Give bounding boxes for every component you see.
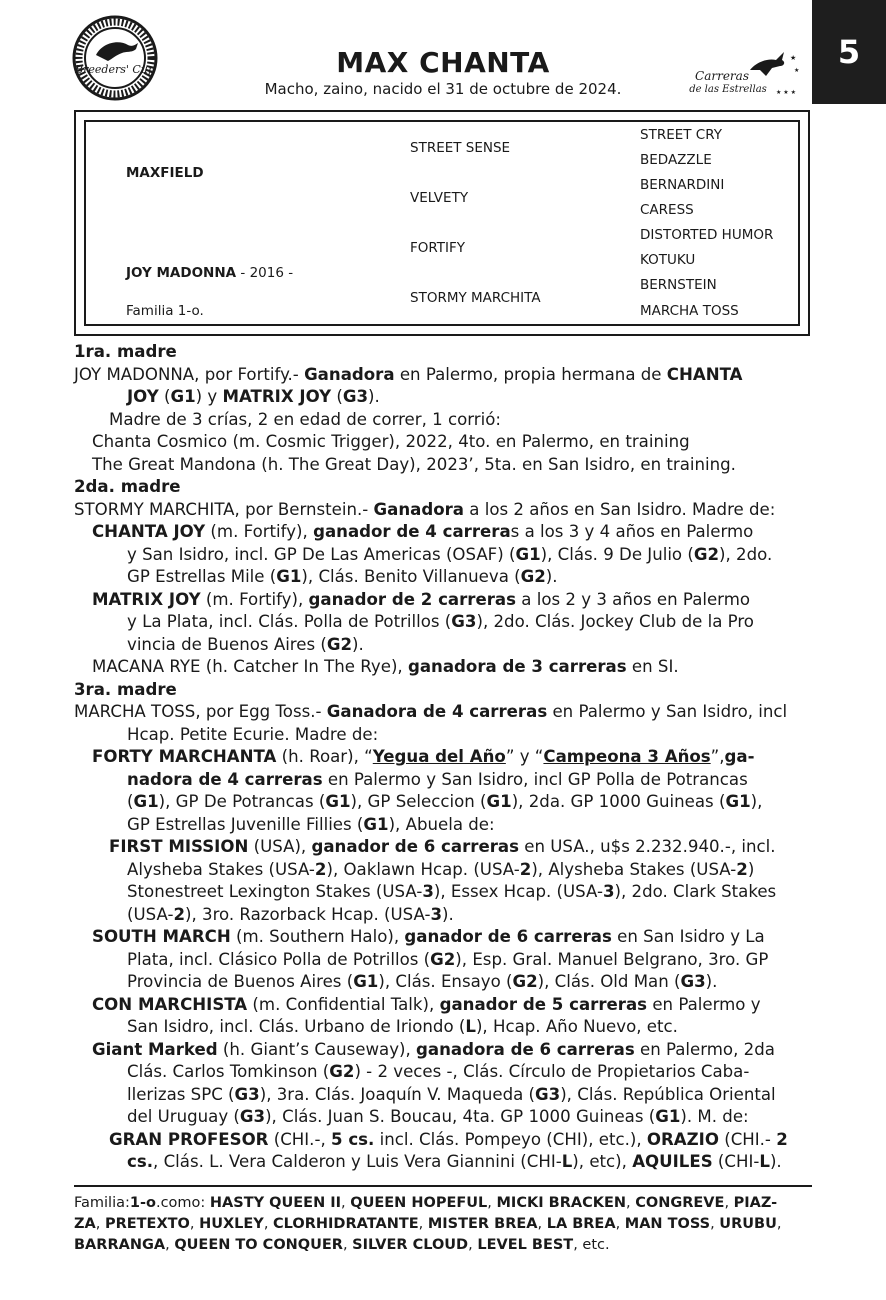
lot-number: 5	[837, 33, 861, 71]
star-icon: ★	[790, 54, 797, 62]
text-line: vincia de Buenos Aires (G2).	[127, 634, 364, 654]
text-line: y San Isidro, incl. GP De Las Americas (OSAF) (G1), Clás. 9 De Julio (G2), 2do.	[127, 544, 773, 564]
text-line: MATRIX JOY (m. Fortify), ganador de 2 carreras a los 2 y 3 años en Palermo	[92, 589, 751, 609]
text-line: nadora de 4 carreras en Palermo y San Isidro, incl GP Polla de Potrancas	[127, 769, 748, 789]
pedigree-dam-year: - 2016 -	[236, 265, 294, 281]
text-line: 2da. madre	[74, 477, 181, 496]
text-line: 1ra. madre	[74, 342, 177, 361]
text-line: GP Estrellas Mile (G1), Clás. Benito Villanueva (G2).	[127, 567, 558, 586]
pedigree-ggp: MARCHA TOSS	[640, 303, 739, 319]
text-line: Alysheba Stakes (USA-2), Oaklawn Hcap. (USA-2), Alysheba Stakes (USA-2)	[127, 859, 755, 879]
logo-text-line-1: Carreras	[695, 69, 749, 83]
text-line: Giant Marked (h. Giant’s Causeway), ganadora de 6 carreras en Palermo, 2da	[92, 1039, 775, 1059]
pedigree-ggp: CARESS	[640, 202, 694, 218]
text-line: FORTY MARCHANTA (h. Roar), “Yegua del Año” y “Campeona 3 Años”,ga-	[92, 747, 755, 766]
pedigree-ggp: BERNARDINI	[640, 177, 725, 193]
text-line: FIRST MISSION (USA), ganador de 6 carreras en USA., u$s 2.232.940.-, incl.	[109, 837, 776, 856]
text-line: San Isidro, incl. Clás. Urbano de Iriondo (L), Hcap. Año Nuevo, etc.	[127, 1017, 678, 1036]
page-header	[0, 0, 886, 110]
pedigree-grandsire-maternal: FORTIFY	[410, 240, 466, 256]
text-line: Plata, incl. Clásico Polla de Potrillos (G2), Esp. Gral. Manuel Belgrano, 3ro. GP	[127, 949, 769, 969]
pedigree-family: Familia 1-o.	[126, 303, 204, 319]
text-line: y La Plata, incl. Clás. Polla de Potrillos (G3), 2do. Clás. Jockey Club de la Pro	[127, 612, 754, 631]
pedigree-dam-line	[126, 265, 293, 281]
text-line: 3ra. madre	[74, 679, 177, 699]
text-line: Madre de 3 crías, 2 en edad de correr, 1 corrió:	[109, 409, 501, 429]
family-note	[74, 1193, 814, 1256]
logo-text-line-2: de las Estrellas	[689, 84, 767, 95]
divider	[74, 1185, 812, 1187]
page-title: MAX CHANTA	[336, 46, 550, 79]
text-line: GP Estrellas Juvenille Fillies (G1), Abuela de:	[127, 814, 495, 834]
text-line: CON MARCHISTA (m. Confidential Talk), ganador de 5 carreras en Palermo y	[92, 994, 761, 1014]
pedigree-ggp: BERNSTEIN	[640, 277, 717, 293]
text-line: STORMY MARCHITA, por Bernstein.- Ganadora a los 2 años en San Isidro. Madre de:	[74, 499, 776, 519]
text-line: GRAN PROFESOR (CHI.-, 5 cs. incl. Clás. Pompeyo (CHI), etc.), ORAZIO (CHI.- 2	[109, 1129, 788, 1149]
text-line: Hcap. Petite Ecurie. Madre de:	[127, 724, 379, 744]
text-line: llerizas SPC (G3), 3ra. Clás. Joaquín V. Maqueda (G3), Clás. República Oriental	[127, 1084, 776, 1104]
text-line: del Uruguay (G3), Clás. Juan S. Boucau, 4ta. GP 1000 Guineas (G1). M. de:	[127, 1107, 749, 1126]
breeders-cup-logo-text: Breeders' Cup	[75, 63, 155, 76]
pedigree-ggp: BEDAZZLE	[640, 152, 712, 168]
pedigree-granddam-maternal: STORMY MARCHITA	[410, 290, 541, 306]
star-icon: ★	[794, 67, 800, 74]
pedigree-ggp: KOTUKU	[640, 252, 696, 268]
lot-number-badge	[812, 0, 886, 104]
pedigree-ggp: STREET CRY	[640, 127, 722, 143]
text-line: The Great Mandona (h. The Great Day), 2023’, 5ta. en San Isidro, en training.	[92, 454, 736, 474]
text-line: SOUTH MARCH (m. Southern Halo), ganador de 6 carreras en San Isidro y La	[92, 927, 765, 946]
text-line: Stonestreet Lexington Stakes (USA-3), Essex Hcap. (USA-3), 2do. Clark Stakes	[127, 882, 777, 901]
family-line: ZA, PRETEXTO, HUXLEY, CLORHIDRATANTE, MISTER BREA, LA BREA, MAN TOSS, URUBU,	[74, 1216, 782, 1232]
text-line: CHANTA JOY (m. Fortify), ganador de 4 carreras a los 3 y 4 años en Palermo	[92, 522, 754, 541]
text-line: MACANA RYE (h. Catcher In The Rye), ganadora de 3 carreras en SI.	[92, 657, 679, 676]
carreras-de-las-estrellas-logo	[688, 48, 804, 98]
text-line: MARCHA TOSS, por Egg Toss.- Ganadora de 4 carreras en Palermo y San Isidro, incl	[74, 702, 788, 721]
text-line: cs., Clás. L. Vera Calderon y Luis Vera Giannini (CHI-L), etc), AQUILES (CHI-L).	[127, 1152, 782, 1171]
text-line: (G1), GP De Potrancas (G1), GP Seleccion (G1), 2da. GP 1000 Guineas (G1),	[127, 792, 763, 811]
pedigree-dam: JOY MADONNA	[126, 265, 237, 281]
text-line: Chanta Cosmico (m. Cosmic Trigger), 2022, 4to. en Palermo, en training	[92, 432, 690, 451]
text-line: Clás. Carlos Tomkinson (G2) - 2 veces -, Clás. Círculo de Propietarios Caba-	[127, 1062, 750, 1081]
text-line: (USA-2), 3ro. Razorback Hcap. (USA-3).	[127, 904, 454, 924]
pedigree-grandsire-paternal: STREET SENSE	[410, 140, 511, 156]
pedigree-granddam-paternal: VELVETY	[410, 190, 469, 206]
pedigree-ggp: DISTORTED HUMOR	[640, 227, 774, 243]
family-line: BARRANGA, QUEEN TO CONQUER, SILVER CLOUD, LEVEL BEST, etc.	[74, 1237, 610, 1253]
page-subtitle: Macho, zaino, nacido el 31 de octubre de 2024.	[264, 80, 622, 98]
text-line: Provincia de Buenos Aires (G1), Clás. Ensayo (G2), Clás. Old Man (G3).	[127, 972, 718, 991]
produce-record	[74, 341, 814, 1174]
text-line: JOY MADONNA, por Fortify.- Ganadora en Palermo, propia hermana de CHANTA	[74, 364, 743, 384]
pedigree-sire: MAXFIELD	[126, 165, 204, 181]
family-line: Familia:1-o.como: HASTY QUEEN II, QUEEN HOPEFUL, MICKI BRACKEN, CONGREVE, PIAZ-	[74, 1195, 778, 1211]
star-icon: ★ ★ ★	[776, 89, 796, 96]
text-line: JOY (G1) y MATRIX JOY (G3).	[127, 387, 380, 406]
